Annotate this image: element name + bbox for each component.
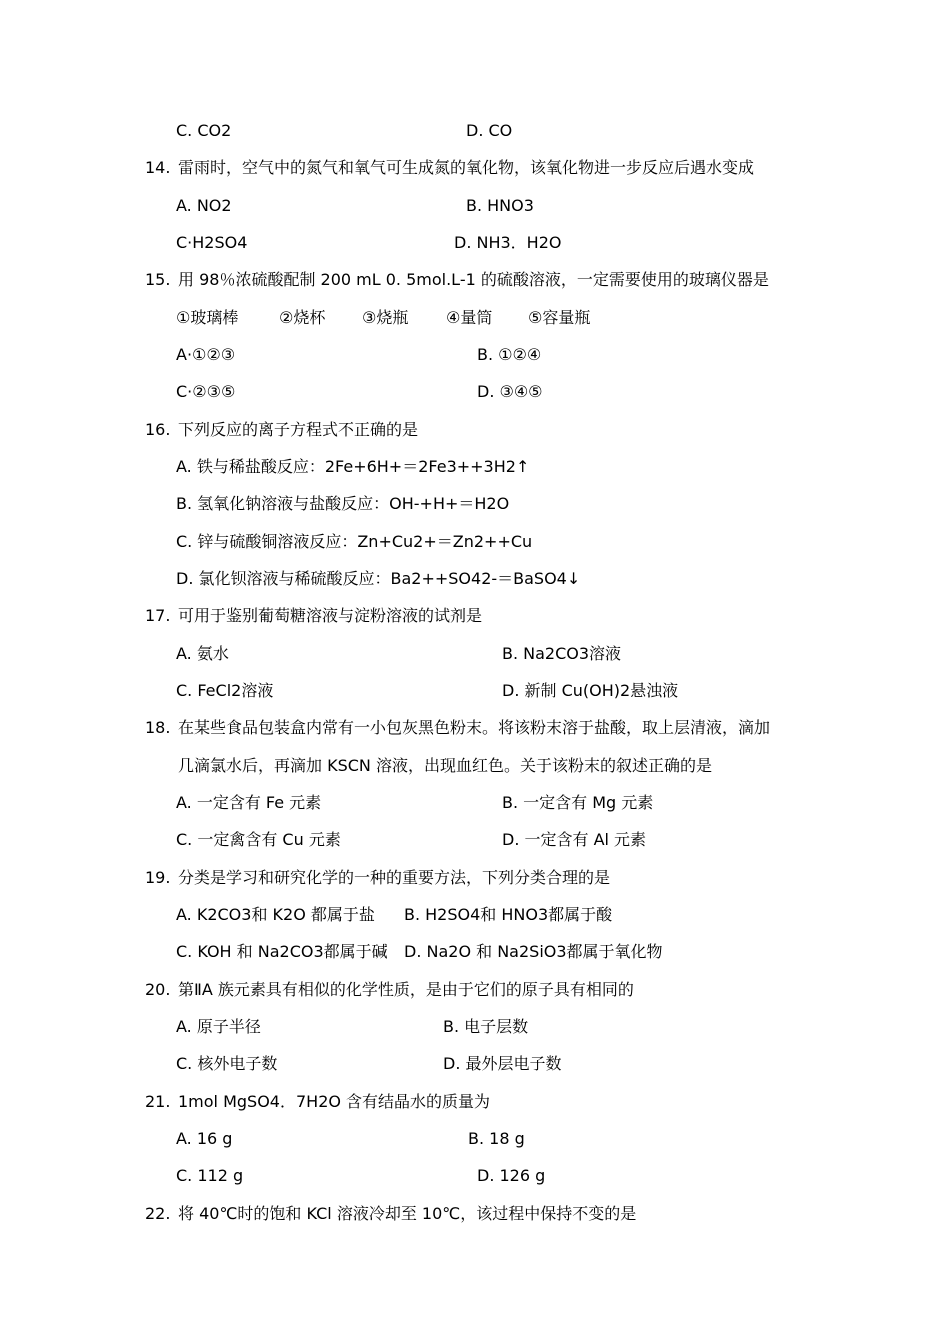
- q20-option-b: B. 电子层数: [443, 1017, 529, 1036]
- q21-option-a: A. 16 g: [176, 1129, 233, 1148]
- q14-option-b: B. HNO3: [466, 196, 534, 215]
- q18-option-d: D. 一定含有 Al 元素: [502, 830, 647, 849]
- q19-option-d: D. Na2O 和 Na2SiO3都属于氧化物: [404, 942, 663, 961]
- q15-stem: 用 98％浓硫酸配制 200 mL 0. 5mol.L-1 的硫酸溶液，一定需要使用的玻璃仪器是: [178, 270, 769, 289]
- q21-option-c: C. 112 g: [176, 1166, 244, 1185]
- q20-option-d: D. 最外层电子数: [443, 1054, 562, 1073]
- q19-option-a: A. K2CO3和 K2O 都属于盐: [176, 905, 375, 924]
- q21-number: 21.: [145, 1092, 171, 1111]
- q16-option-b: B. 氢氧化钠溶液与盐酸反应：OH-+H+＝H2O: [176, 494, 510, 513]
- q22-number: 22.: [145, 1204, 171, 1223]
- q15-option-c: C·②③⑤: [176, 382, 236, 401]
- q18-number: 18.: [145, 718, 171, 737]
- q21-option-b: B. 18 g: [468, 1129, 525, 1148]
- q15-item-4: ④量筒: [446, 308, 493, 327]
- q19-stem: 分类是学习和研究化学的一种的重要方法，下列分类合理的是: [178, 868, 611, 887]
- q19-option-b: B. H2SO4和 HNO3都属于酸: [404, 905, 613, 924]
- q15-item-1: ①玻璃棒: [176, 308, 239, 327]
- q17-option-b: B. Na2CO3溶液: [502, 644, 622, 663]
- q17-option-c: C. FeCl2溶液: [176, 681, 274, 700]
- q16-option-a: A. 铁与稀盐酸反应：2Fe+6H+＝2Fe3++3H2↑: [176, 457, 530, 476]
- q16-number: 16.: [145, 420, 171, 439]
- q17-stem: 可用于鉴别葡萄糖溶液与淀粉溶液的试剂是: [178, 606, 483, 625]
- q14-stem: 雷雨时，空气中的氮气和氧气可生成氮的氧化物，该氧化物进一步反应后遇水变成: [178, 158, 755, 177]
- q16-stem: 下列反应的离子方程式不正确的是: [178, 420, 419, 439]
- q15-option-a: A·①②③: [176, 345, 236, 364]
- q17-number: 17.: [145, 606, 171, 625]
- q15-item-2: ②烧杯: [279, 308, 326, 327]
- q13-option-d: D. CO: [466, 121, 513, 140]
- q15-option-d: D. ③④⑤: [477, 382, 543, 401]
- q15-item-5: ⑤容量瓶: [528, 308, 591, 327]
- q18-option-c: C. 一定禽含有 Cu 元素: [176, 830, 341, 849]
- q20-number: 20.: [145, 980, 171, 999]
- q17-option-a: A. 氨水: [176, 644, 229, 663]
- q18-option-b: B. 一定含有 Mg 元素: [502, 793, 654, 812]
- q15-item-3: ③烧瓶: [362, 308, 409, 327]
- q14-option-a: A. NO2: [176, 196, 232, 215]
- q20-option-c: C. 核外电子数: [176, 1054, 278, 1073]
- q21-stem: 1mol MgSO4．7H2O 含有结晶水的质量为: [178, 1092, 491, 1111]
- q17-option-d: D. 新制 Cu(OH)2悬浊液: [502, 681, 679, 700]
- q19-number: 19.: [145, 868, 171, 887]
- q15-number: 15.: [145, 270, 171, 289]
- q18-stem-line-1: 在某些食品包装盒内常有一小包灰黑色粉末。将该粉末溶于盐酸，取上层清液，滴加: [178, 718, 771, 737]
- q20-option-a: A. 原子半径: [176, 1017, 261, 1036]
- q13-option-c: C. CO2: [176, 121, 232, 140]
- q19-option-c: C. KOH 和 Na2CO3都属于碱: [176, 942, 388, 961]
- q15-option-b: B. ①②④: [477, 345, 542, 364]
- q22-stem: 将 40℃时的饱和 KCl 溶液冷却至 10℃，该过程中保持不变的是: [178, 1204, 637, 1223]
- q14-option-d: D. NH3．H2O: [454, 233, 562, 252]
- q14-option-c: C·H2SO4: [176, 233, 248, 252]
- q18-option-a: A. 一定含有 Fe 元素: [176, 793, 322, 812]
- q14-number: 14.: [145, 158, 171, 177]
- q21-option-d: D. 126 g: [477, 1166, 546, 1185]
- q16-option-c: C. 锌与硫酸铜溶液反应：Zn+Cu2+＝Zn2++Cu: [176, 532, 533, 551]
- q16-option-d: D. 氯化钡溶液与稀硫酸反应：Ba2++SO42-＝BaSO4↓: [176, 569, 581, 588]
- q18-stem-line-2: 几滴氯水后，再滴加 KSCN 溶液，出现血红色。关于该粉末的叙述正确的是: [178, 756, 712, 775]
- q20-stem: 第ⅡA 族元素具有相似的化学性质，是由于它们的原子具有相同的: [178, 980, 634, 999]
